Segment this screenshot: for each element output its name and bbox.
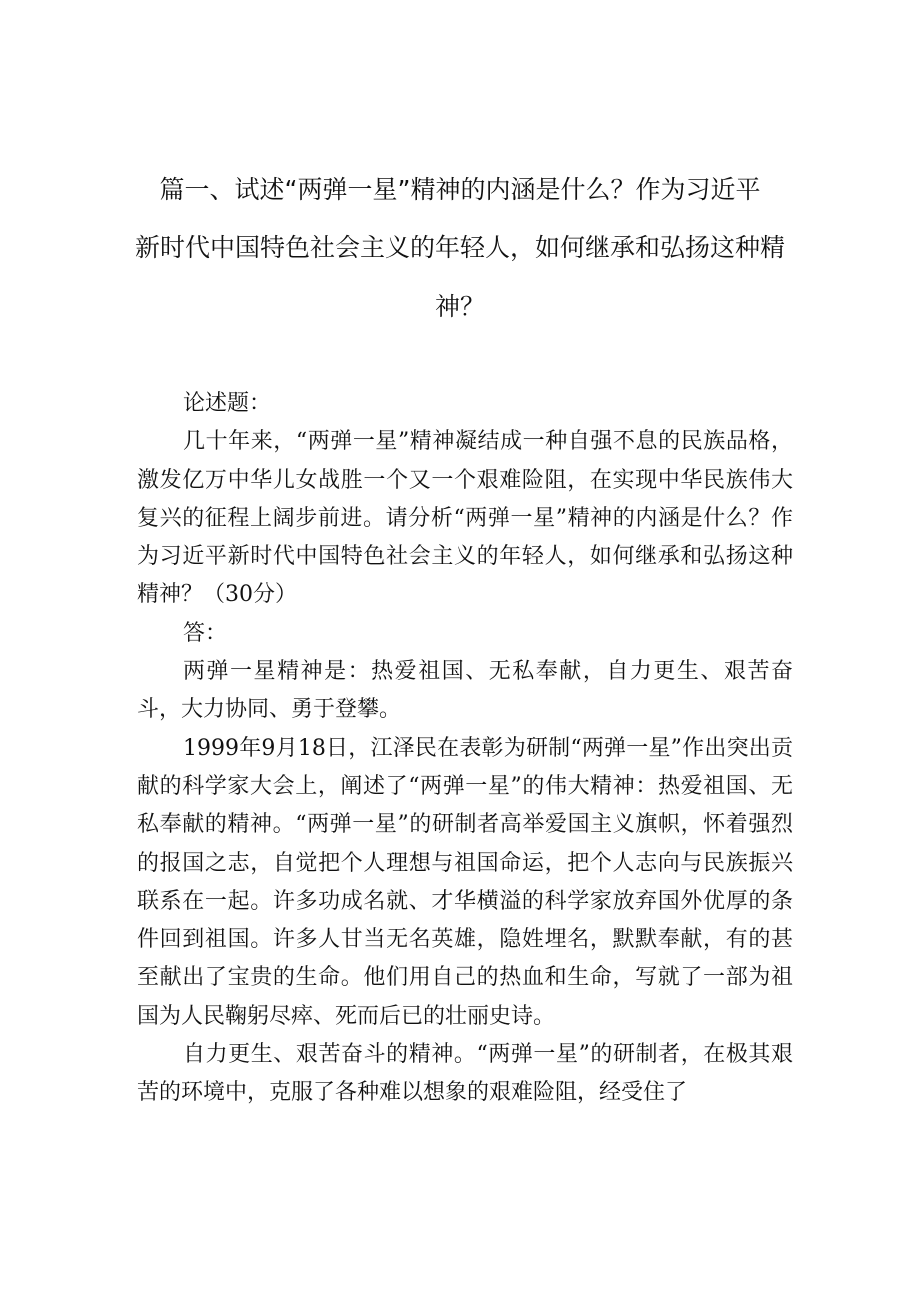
document-title-line-3: 神？ — [434, 292, 485, 321]
answer-label: 答： — [183, 620, 228, 646]
question-label: 论述题： — [183, 391, 272, 416]
answer-paragraph-3: 自力更生、艰苦奋斗的精神。“两弹一星”的研制者，在极其艰苦的环境中，克服了各种难以想象的艰难险阻，经受住了 — [137, 1042, 793, 1106]
answer-paragraph-2: 1999年9月18日，江泽民在表彰为研制“两弹一星”作出突出贡献的科学家大会上，阐述了“两弹一星”的伟大精神：热爱祖国、无私奉献的精神。“两弹一星”的研制者高举爱国主义旗帜，怀着强烈的报国之志，自觉把个人理想与祖国命运，把个人志向与民族振兴联系在一起。许多功成名就、才华横溢的科学家放弃国外优厚的条件回到祖国。许多人甘当无名英雄，隐姓埋名，默默奉献，有的甚至献出了宝贵的生命。他们用自己的热血和生命，写就了一部为祖国为人民鞠躬尽瘁、死而后已的壮丽史诗。 — [137, 735, 793, 1029]
question-paragraph: 几十年来，“两弹一星”精神凝结成一种自强不息的民族品格，激发亿万中华儿女战胜一个又一个艰难险阻，在实现中华民族伟大复兴的征程上阔步前进。请分析“两弹一星”精神的内涵是什么？作为习近平新时代中国特色社会主义的年轻人，如何继承和弘扬这种精神？（30分） — [137, 429, 793, 608]
document-title-line-1: 篇一、试述“两弹一星”精神的内涵是什么？作为习近平 — [159, 175, 761, 204]
answer-paragraph-1: 两弹一星精神是：热爱祖国、无私奉献，自力更生、艰苦奋斗，大力协同、勇于登攀。 — [137, 659, 793, 723]
document-title-line-2: 新时代中国特色社会主义的年轻人，如何继承和弘扬这种精 — [134, 233, 785, 262]
document-body — [137, 385, 793, 1113]
